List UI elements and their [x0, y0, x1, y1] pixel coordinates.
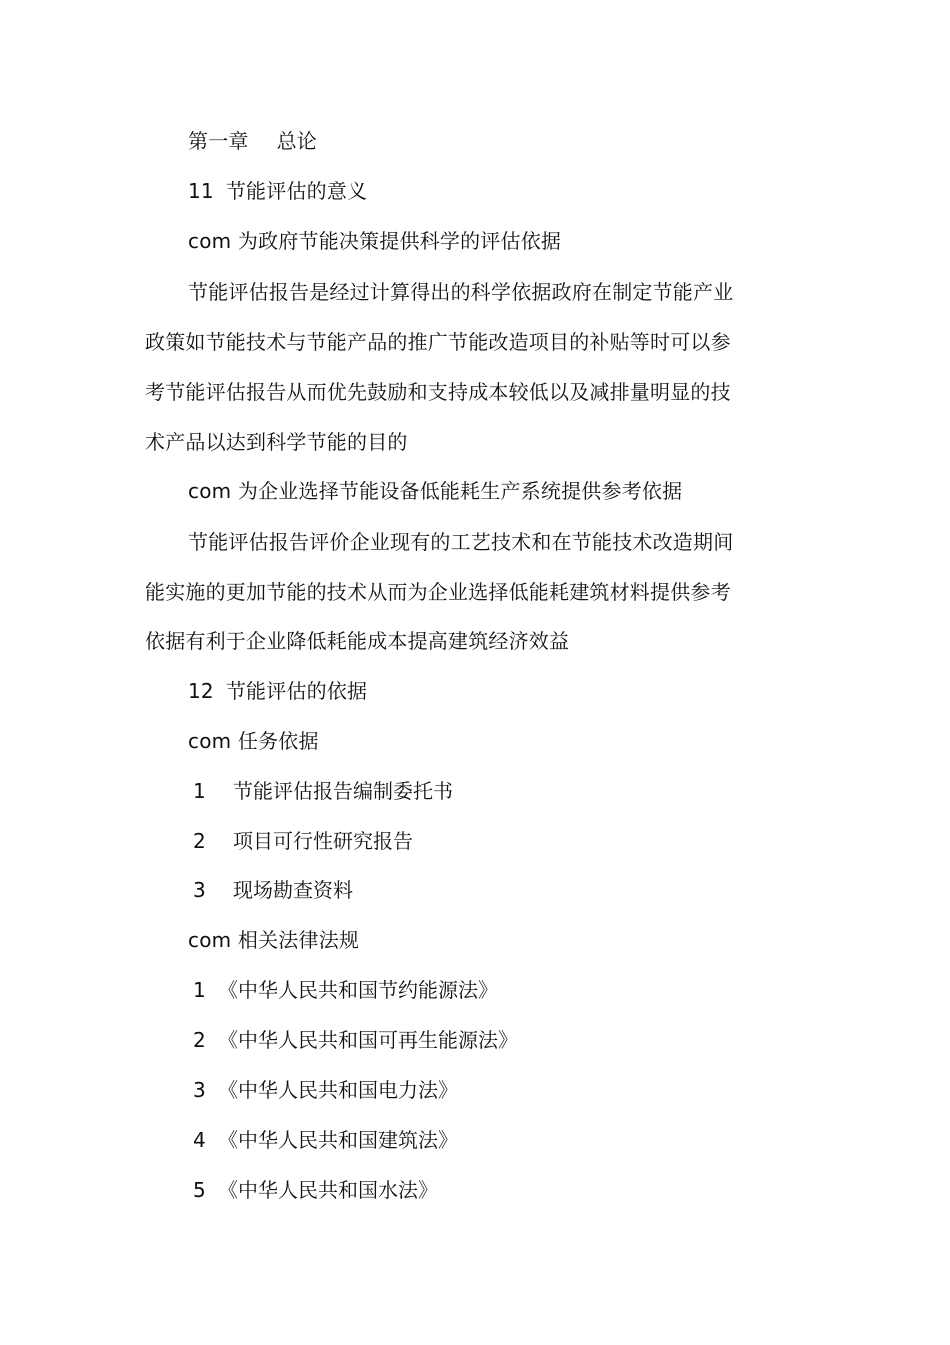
subsection-heading-12a: [188, 728, 319, 754]
item-number: 3: [193, 1078, 206, 1102]
subsection-title: 为企业选择节能设备低能耗生产系统提供参考依据: [237, 479, 683, 503]
paragraph-2-line-3: 依据有利于企业降低耗能成本提高建筑经济效益: [145, 629, 570, 653]
section-title: 节能评估的意义: [225, 179, 368, 203]
chapter-label: 第一章: [188, 129, 249, 153]
section-heading-11: [188, 178, 367, 204]
subsection-prefix: com: [188, 229, 232, 253]
item-text: 《中华人民共和国电力法》: [218, 1078, 458, 1102]
item-number: 3: [193, 878, 206, 902]
item-text: 《中华人民共和国建筑法》: [218, 1128, 458, 1152]
paragraph-1-line-3: 考节能评估报告从而优先鼓励和支持成本较低以及减排量明显的技: [145, 380, 731, 404]
paragraph-1-line-4: 术产品以达到科学节能的目的: [145, 430, 408, 454]
item-text: 项目可行性研究报告: [233, 829, 413, 853]
subsection-prefix: com: [188, 928, 232, 952]
subsection-heading-12b: [188, 927, 359, 953]
item-text: 《中华人民共和国水法》: [218, 1178, 438, 1202]
subsection-prefix: com: [188, 479, 232, 503]
paragraph-1-line-1: 节能评估报告是经过计算得出的科学依据政府在制定节能产业: [188, 280, 734, 304]
item-number: 5: [193, 1178, 206, 1202]
section-number: 12: [188, 679, 214, 703]
subsection-prefix: com: [188, 729, 232, 753]
item-number: 2: [193, 829, 206, 853]
subsection-heading-11b: [188, 478, 682, 504]
item-text: 现场勘查资料: [233, 878, 353, 902]
section-title: 节能评估的依据: [225, 679, 368, 703]
item-text: 《中华人民共和国节约能源法》: [218, 978, 498, 1002]
chapter-title: 总论: [276, 129, 318, 153]
paragraph-2-line-1: 节能评估报告评价企业现有的工艺技术和在节能技术改造期间: [188, 530, 734, 554]
paragraph-2-line-2: 能实施的更加节能的技术从而为企业选择低能耗建筑材料提供参考: [145, 580, 731, 604]
section-heading-12: [188, 678, 367, 704]
subsection-title: 相关法律法规: [237, 928, 360, 952]
item-number: 1: [193, 779, 206, 803]
item-number: 2: [193, 1028, 206, 1052]
subsection-title: 任务依据: [237, 729, 319, 753]
paragraph-1-line-2: 政策如节能技术与节能产品的推广节能改造项目的补贴等时可以参: [145, 330, 731, 354]
item-text: 节能评估报告编制委托书: [233, 779, 453, 803]
section-number: 11: [188, 179, 214, 203]
subsection-heading-11a: [188, 228, 561, 254]
subsection-title: 为政府节能决策提供科学的评估依据: [237, 229, 562, 253]
item-number: 4: [193, 1128, 206, 1152]
chapter-heading: [188, 128, 317, 154]
item-number: 1: [193, 978, 206, 1002]
item-text: 《中华人民共和国可再生能源法》: [218, 1028, 518, 1052]
